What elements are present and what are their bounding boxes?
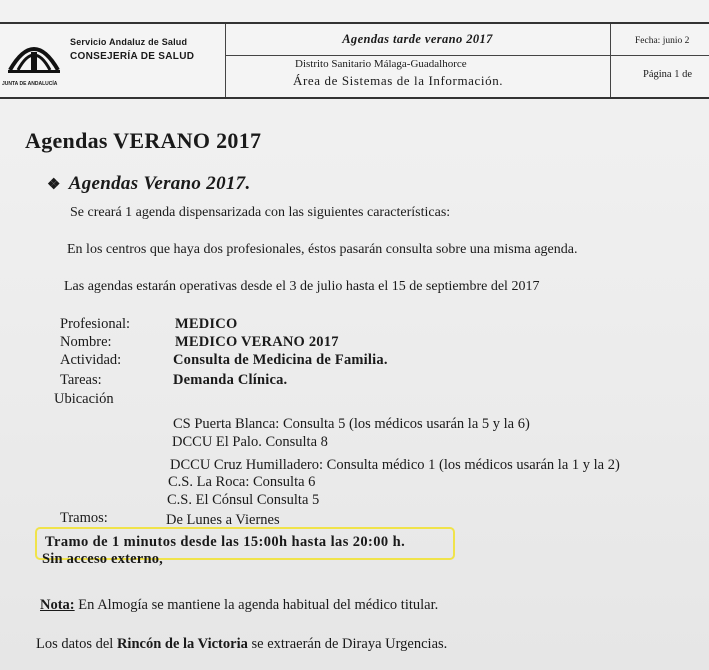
header-area: Área de Sistemas de la Información. xyxy=(293,73,504,88)
datos-pre: Los datos del xyxy=(36,636,117,652)
field-value-tareas: Demanda Clínica. xyxy=(173,372,288,388)
section-heading xyxy=(47,173,251,195)
field-label-profesional: Profesional: xyxy=(60,316,131,332)
datos-bold: Rincón de la Victoria xyxy=(116,636,248,652)
paragraph-dates: Las agendas estarán operativas desde el 3 de julio hasta el 15 de septiembre del 2017 xyxy=(64,279,540,294)
field-label-actividad: Actividad: xyxy=(60,352,122,368)
datos-post: se extraerán de Diraya Urgencias. xyxy=(247,636,448,652)
header-meta-cell xyxy=(610,24,709,97)
org-name-consejeria: CONSEJERÍA DE SALUD xyxy=(70,51,195,62)
nota-label: Nota: xyxy=(40,597,75,613)
location-item: C.S. La Roca: Consulta 6 xyxy=(168,474,316,490)
header-district: Distrito Sanitario Málaga-Guadalhorce xyxy=(295,58,467,70)
nota-paragraph xyxy=(40,597,438,614)
field-value-profesional: MEDICO xyxy=(175,316,238,332)
section-heading-text: Agendas Verano 2017. xyxy=(68,173,251,194)
field-label-tareas: Tareas: xyxy=(60,372,102,388)
diamond-bullet-icon: ❖ xyxy=(47,177,61,193)
junta-andalucia-logo-icon xyxy=(4,30,64,78)
field-value-nombre: MEDICO VERANO 2017 xyxy=(175,334,339,350)
header-page-number: Página 1 de xyxy=(643,69,692,80)
location-item: C.S. El Cónsul Consulta 5 xyxy=(167,492,320,508)
datos-paragraph xyxy=(36,636,447,653)
header-document-title: Agendas tarde verano 2017 xyxy=(342,32,493,46)
field-label-tramos: Tramos: xyxy=(60,510,108,526)
document-header xyxy=(0,22,709,99)
page-title: Agendas VERANO 2017 xyxy=(25,128,262,153)
location-item: DCCU El Palo. Consulta 8 xyxy=(172,434,328,450)
location-item: CS Puerta Blanca: Consulta 5 (los médicos usarán la 5 y la 6) xyxy=(173,416,530,432)
sin-acceso-text: Sin acceso externo, xyxy=(42,551,163,567)
field-value-actividad: Consulta de Medicina de Familia. xyxy=(173,352,388,368)
logo-caption: JUNTA DE ANDALUCÍA xyxy=(2,81,58,87)
header-logo-cell xyxy=(0,24,226,97)
field-label-nombre: Nombre: xyxy=(60,334,112,350)
header-divider xyxy=(225,55,709,56)
header-date: Fecha: junio 2 xyxy=(635,36,690,46)
paragraph-two-professionals: En los centros que haya dos profesionales, éstos pasarán consulta sobre una misma agenda. xyxy=(67,242,578,257)
paragraph-intro: Se creará 1 agenda dispensarizada con las siguientes características: xyxy=(70,205,451,220)
nota-text: En Almogía se mantiene la agenda habitual del médico titular. xyxy=(74,597,439,613)
field-label-ubicacion: Ubicación xyxy=(54,391,114,407)
location-item: DCCU Cruz Humilladero: Consulta médico 1 (los médicos usarán la 1 y la 2) xyxy=(170,457,620,473)
org-name-sas: Servicio Andaluz de Salud xyxy=(70,37,188,47)
field-value-tramos: De Lunes a Viernes xyxy=(166,512,280,528)
tramo-text: Tramo de 1 minutos desde las 15:00h hasta las 20:00 h. xyxy=(45,534,406,550)
